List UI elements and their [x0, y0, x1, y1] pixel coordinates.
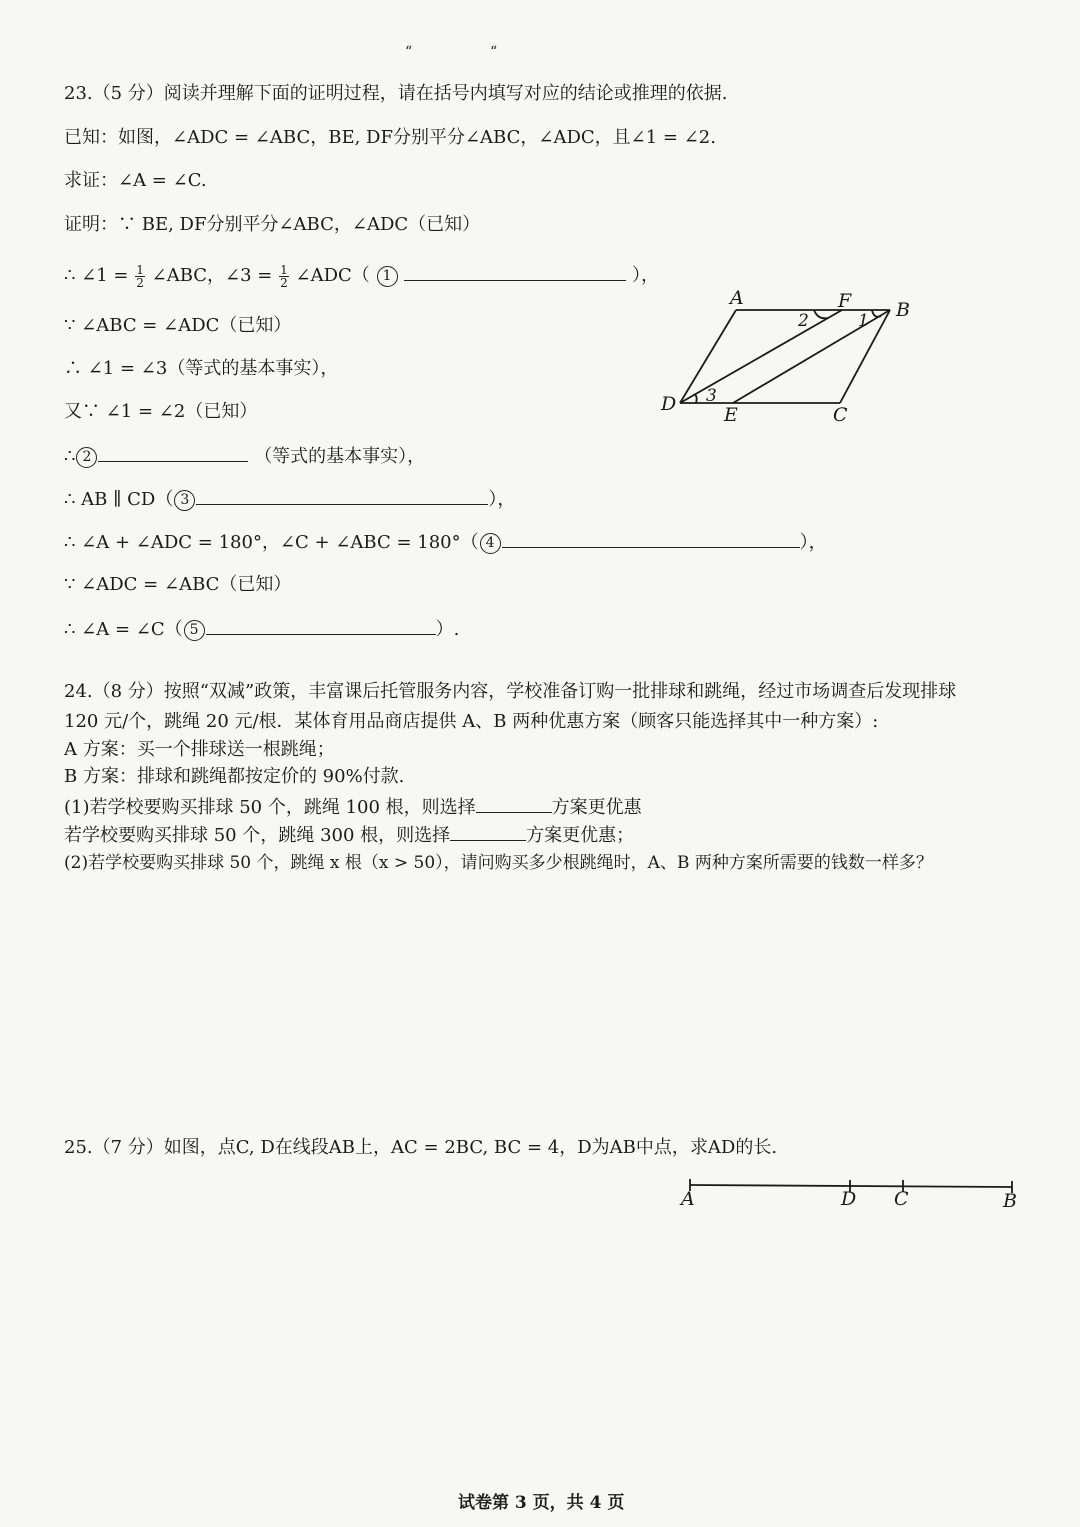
q23-figure: [650, 280, 930, 430]
circled-number-3: 3: [174, 490, 195, 511]
step7-end: ），: [799, 532, 827, 553]
step9-end: ）.: [435, 619, 460, 640]
step1-part-a: ∴ ∠1 =: [64, 265, 129, 286]
q24-planA: A 方案：买一个排球送一根跳绳；: [64, 739, 335, 760]
q23-prove: 求证：∠A = ∠C.: [64, 170, 207, 191]
answer-blank-2[interactable]: [98, 443, 248, 462]
q24-blank-2[interactable]: [450, 822, 526, 841]
q23-step6: ∴ AB ∥ CD（ 3 ），: [64, 486, 515, 512]
q23-step8: ∵ ∠ADC = ∠ABC（已知）: [64, 574, 292, 595]
page-footer: 试卷第 3 页，共 4 页: [458, 1493, 625, 1513]
label-C: C: [894, 1188, 909, 1210]
q24-part1a: (1)若学校要购买排球 50 个，跳绳 100 根，则选择 方案更优惠: [64, 794, 642, 820]
label-D: D: [661, 393, 677, 415]
label-A: A: [681, 1188, 695, 1210]
q23-step2: ∵ ∠ABC = ∠ADC（已知）: [64, 315, 292, 336]
step5-end: （等式的基本事实），: [254, 446, 426, 467]
circled-number-4: 4: [480, 533, 501, 554]
q24-line2: 120 元/个，跳绳 20 元/根．某体育用品商店提供 A、B 两种优惠方案（顾客只能选择其中一种方案）:: [64, 711, 879, 732]
step1-end: ），: [632, 265, 659, 286]
label-angle-2: 2: [798, 311, 809, 331]
header-mark-left: “: [405, 44, 413, 60]
q25-text: 25.（7 分）如图，点C, D在线段AB上，AC = 2BC, BC = 4，D为AB中点，求AD的长.: [64, 1137, 778, 1158]
q24-blank-1[interactable]: [476, 794, 552, 813]
answer-blank-1[interactable]: [404, 262, 626, 281]
q23-step9: ∴ ∠A = ∠C（ 5 ）.: [64, 616, 459, 642]
angle-arc-1: [872, 310, 881, 317]
label-F: F: [838, 290, 852, 312]
q25-figure: [670, 1170, 1030, 1215]
label-E: E: [724, 404, 738, 426]
q24-planB: B 方案：排球和跳绳都按定价的 90%付款.: [64, 766, 405, 787]
q24-part2: (2)若学校要购买排球 50 个，跳绳 x 根（x > 50），请问购买多少根跳绳时，A、B 两种方案所需要的钱数一样多？: [64, 853, 933, 873]
label-angle-3: 3: [706, 386, 717, 406]
label-C: C: [833, 404, 848, 426]
q23-step1: [64, 262, 659, 289]
q23-step7: ∴ ∠A + ∠ADC = 180°，∠C + ∠ABC = 180°（ 4 ），: [64, 529, 827, 555]
angle-arc-2: [814, 310, 828, 318]
q23-step4: 又∵ ∠1 = ∠2（已知）: [64, 401, 258, 422]
segment-DF: [680, 310, 842, 403]
step1-part-c: ∠ADC（: [295, 265, 370, 286]
circled-number-2: 2: [76, 447, 97, 468]
q24-line1: 24.（8 分）按照“双减”政策，丰富课后托管服务内容，学校准备订购一批排球和跳绳，经过市场调查后发现排球: [64, 681, 957, 702]
fraction-half-1: $\frac{1}{2}$: [136, 262, 144, 290]
answer-blank-3[interactable]: [196, 486, 488, 505]
step6-end: ），: [488, 489, 516, 510]
q23-title: 23.（5 分）阅读并理解下面的证明过程，请在括号内填写对应的结论或推理的依据.: [64, 83, 728, 104]
label-B: B: [1003, 1190, 1017, 1212]
step1-part-b: ∠ABC，∠3 =: [151, 265, 273, 286]
fraction-half-2: $\frac{1}{2}$: [280, 262, 288, 290]
q24-part1b: 若学校要购买排球 50 个，跳绳 300 根，则选择 方案更优惠；: [64, 822, 634, 848]
label-D: D: [841, 1188, 857, 1210]
circled-number-1: 1: [377, 266, 398, 287]
label-B: B: [896, 299, 910, 321]
label-A: A: [730, 287, 744, 309]
header-mark-right: “: [490, 44, 498, 60]
q23-proof-start: 证明：∵ BE, DF分别平分∠ABC，∠ADC（已知）: [64, 214, 481, 235]
q23-step5: ∴ 2 （等式的基本事实），: [64, 443, 425, 469]
label-angle-1: 1: [858, 311, 869, 331]
answer-blank-5[interactable]: [206, 616, 436, 635]
answer-blank-4[interactable]: [502, 529, 800, 548]
circled-number-5: 5: [184, 620, 205, 641]
segment-AB: [690, 1185, 1012, 1187]
q23-given: 已知：如图，∠ADC = ∠ABC，BE, DF分别平分∠ABC，∠ADC，且∠1 = ∠2.: [64, 127, 716, 148]
q23-step3: ∴ ∠1 = ∠3（等式的基本事实），: [64, 358, 339, 379]
